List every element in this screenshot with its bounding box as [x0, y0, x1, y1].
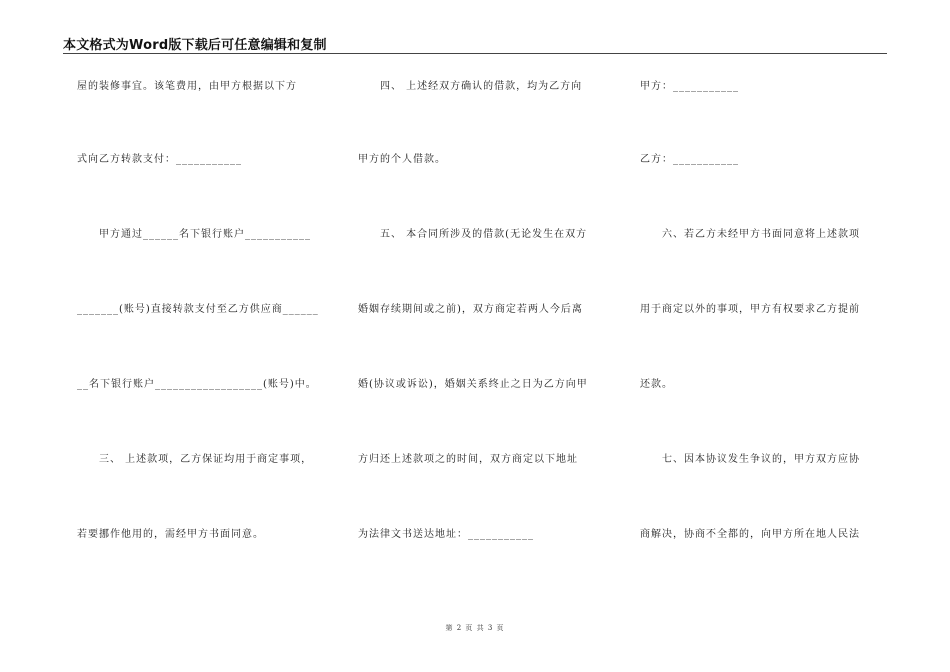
text-line: 式向乙方转款支付：___________	[77, 154, 242, 165]
text-line: 为法律文书送达地址：___________	[358, 529, 534, 540]
text-line: 还款。	[640, 379, 673, 390]
text-line: 七、因本协议发生争议的，甲方双方应协	[640, 454, 860, 465]
text-line: _______(账号)直接转款支付至乙方供应商______	[77, 304, 319, 315]
text-line: 甲方：___________	[640, 81, 739, 92]
text-line: 三、 上述款项，乙方保证均用于商定事项，	[77, 454, 313, 465]
page-number: 第 2 页 共 3 页	[445, 624, 505, 632]
text-line: 乙方：___________	[640, 154, 739, 165]
text-line: 四、 上述经双方确认的借款，均为乙方向	[358, 81, 583, 92]
text-line: 婚姻存续期间或之前)，双方商定若两人今后离	[358, 304, 583, 315]
text-line: __名下银行账户__________________(账号)中。	[77, 379, 317, 390]
text-line: 用于商定以外的事项，甲方有权要求乙方提前	[640, 304, 860, 315]
header-divider	[63, 53, 887, 54]
text-line: 婚(协议或诉讼)，婚姻关系终止之日为乙方向甲	[358, 379, 588, 390]
text-line: 若要挪作他用的，需经甲方书面同意。	[77, 529, 264, 540]
text-line: 屋的装修事宜。该笔费用，由甲方根据以下方	[77, 81, 297, 92]
text-line: 方归还上述款项之的时间，双方商定以下地址	[358, 454, 578, 465]
text-line: 五、 本合同所涉及的借款(无论发生在双方	[358, 229, 588, 240]
text-line: 甲方的个人借款。	[358, 154, 446, 165]
text-line: 六、若乙方未经甲方书面同意将上述款项	[640, 229, 860, 240]
text-line: 商解决，协商不全都的，向甲方所在地人民法	[640, 529, 860, 540]
document-header-title: 本文格式为Word版下载后可任意编辑和复制	[63, 38, 327, 53]
text-line: 甲方通过______名下银行账户___________	[77, 229, 311, 240]
